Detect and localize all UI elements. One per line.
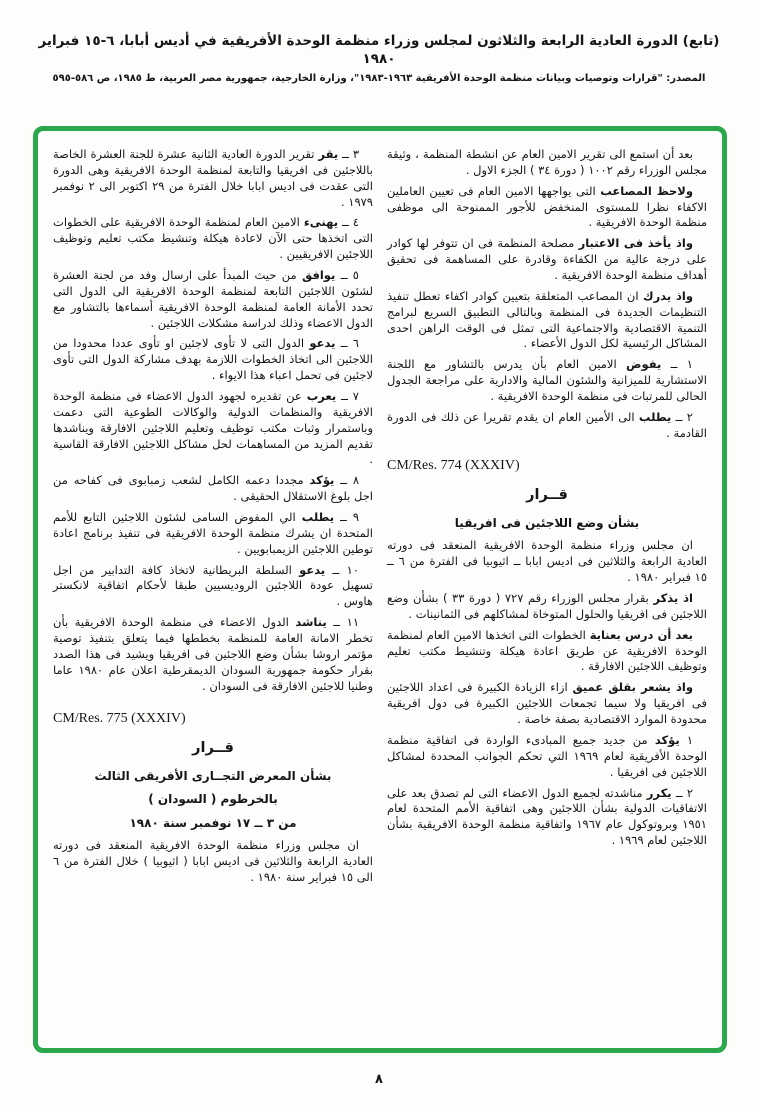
- paragraph: ٥ ــ يوافق من حيث المبدأ على ارسال وفد من لجنة العشرة لشئون اللاجئين التابعة لمنظمة الوحدة الافريقية الى الدول التى تحدد الأمانة العامة لمنظمة الوحدة الافريقية أسماءها بالتشاور مع الدول الاعضاء وذلك لدراسة مشكلات اللاجئين .: [53, 268, 373, 330]
- header-session-title: (تابع) الدورة العادية الرابعة والثلاثون لمجلس وزراء منظمة الوحدة الأفريقية في أديس أبابا، ٦-١٥ فبراير ١٩٨٠: [38, 33, 720, 68]
- bold-lead-phrase: يدعو: [299, 562, 326, 577]
- page-number: ٨: [375, 1072, 383, 1087]
- paragraph: ١١ ــ يناشد الدول الاعضاء فى منظمة الوحدة الافريقية بأن تخطر الامانة العامة للمنظمة بخططها فيما يتعلق بتنفيذ توصية مؤتمر اروشا بشأن وضع اللاجئين فى افريقيا ويشيد فى هذا الصدد بقرار حكومة جمهورية السودان الديمقرطية اعلان عام ١٩٨٠ عاما وطنيا للاجئين الافارقة فى السودان .: [53, 615, 373, 693]
- paragraph: واذ يدرك ان المصاعب المتعلقة بتعيين كوادر اكفاء تعطل تنفيذ التنظيمات الجديدة فى المنظمة وبالتالى التطبيق السريع لبرامج التنمية الاقتصادية والاجتماعية التى تمثل فى الوقت الراهن احدى المشاكل الرئيسية لكل الدول الأعضاء .: [387, 288, 707, 351]
- paragraph: ١ يؤكد من جديد جميع المبادىء الواردة فى اتفاقية منظمة الوحدة الأفريقية لعام ١٩٦٩ التي تحكم الجوانب المحددة لمشاكل اللاجئين فى افريقيا .: [387, 732, 708, 779]
- resolution-subtitle: بشأن وضع اللاجئين فى افريقيا: [454, 515, 640, 530]
- paragraph: اذ يذكر بقرار مجلس الوزراء رقم ٧٢٧ ( دورة ٣٣ ) بشأن وضع اللاجئين فى افريقيا والحلول المتوخاة لمشاكلهم فى الثمانينات .: [387, 591, 707, 621]
- paragraph: ٢ ــ يكرر مناشدته لجميع الدول الاعضاء التى لم تصدق بعد على الاتفاقيات الدولية بشأن اللاجئين وهى اتفاقية الأمم المتحدة لعام ١٩٥١ وبروتوكول عام ١٩٦٧ واتفاقية منظمة الوحدة الافريقية بشأن اللاجئين لعام ١٩٦٩ .: [387, 785, 707, 848]
- resolution-subtitle: بشأن المعرض التجــارى الأفريقى الثالث: [94, 768, 332, 783]
- bold-lead-phrase: ولاحظ المصاعب: [600, 183, 694, 198]
- resolution-title: قــرار: [526, 486, 568, 503]
- paragraph: بعد أن استمع الى تقرير الامين العام عن انشطة المنظمة ، وثيقة مجلس الوزراء رقم ١٠٠٢ ( دورة ٣٤ ) الجزء الاول .: [387, 147, 707, 177]
- paragraph: ٩ ــ يطلب الي المفوض السامى لشئون اللاجئين التابع للأمم المتحدة ان يشرك منظمة الوحدة الافريقية فى تنفيذ برنامج اعادة توطين اللاجئين الزيمبابويين .: [53, 510, 373, 556]
- paragraph: ٨ ــ يؤكد مجددا دعمه الكامل لشعب زمبابوى فى كفاحه من اجل بلوغ الاستقلال الحقيقى .: [53, 473, 373, 504]
- bold-lead-phrase: يؤكد: [654, 732, 680, 747]
- bold-lead-phrase: يعرب: [306, 389, 337, 404]
- paragraph: واذ يأخذ فى الاعتبار مصلحة المنظمة فى ان تتوفر لها كوادر على درجة عالية من الكفاءة وقادرة على المساهمة فى تحقيق أهداف منظمة الوحدة الافريقية .: [387, 236, 707, 283]
- bold-lead-phrase: يقر: [318, 147, 339, 161]
- bold-lead-phrase: يفوض: [626, 357, 662, 372]
- bold-lead-phrase: يطلب: [638, 409, 672, 424]
- bold-lead-phrase: يدعو: [309, 336, 336, 351]
- paragraph: ٣ ــ يقر تقرير الدورة العادية الثانية عشرة للجنة العشرة الخاصة باللاجئين فى افريقيا والتابعة لمنظمة الوحدة الافريقية وهى الدورة التى عقدت فى اديس ابابا خلال الفترة من ٢٩ اكتوبر الى ٢ نوفمبر ١٩٧٩ .: [53, 147, 373, 209]
- page-header: [0, 32, 758, 85]
- bold-lead-phrase: يؤكد: [309, 473, 335, 488]
- paragraph: ١ ــ يفوض الامين العام بأن يدرس بالتشاور مع اللجنة الاستشارية للميزانية والشئون المالية والادارية على مراجعة الجدول الحالى للمرتبات فى منظمة الوحدة الافريقية .: [387, 357, 707, 404]
- bold-lead-phrase: يناشد: [295, 615, 327, 630]
- paragraph: ان مجلس وزراء منظمة الوحدة الافريقية المنعقد فى دورته العادية الرابعة والثلاثين فى اديس ابابا ( اثيوبيا ) خلال الفترة من ٦ الى ١٥ فبراير سنة ١٩٨٠ .: [53, 838, 373, 885]
- resolution-subtitle: من ٣ ــ ١٧ نوفمبر سنة ١٩٨٠: [129, 815, 297, 830]
- paragraph: بعد أن درس بعناية الخطوات التى اتخذها الامين العام لمنظمة الوحدة الافريقية عن طريق اعادة هيكلة وتنشيط مكتب تعليم وتوظيف اللاجئين الافارقة .: [387, 627, 707, 674]
- paragraph: ٧ ــ يعرب عن تقديره لجهود الدول الاعضاء فى منظمة الوحدة الافريقية والمنظمات الدولية والوكالات الطوعية التى دعمت وباستمرار وثبات مكتب توظيف وتعليم اللاجئين الافارقة ويناشدها تقديم المزيد من المساهمات لحل مشاكل اللاجئين الافارقة القاسية .: [53, 389, 373, 467]
- bold-lead-phrase: اذ يذكر: [653, 591, 693, 606]
- paragraph: ولاحظ المصاعب التى يواجهها الامين العام فى تعيين العاملين الاكفاء نظرا للمستوى المنخفض للأجور الممنوحة الى موظفى منظمة الوحدة الافريقية .: [387, 183, 707, 230]
- paragraph: ٤ ــ يهنىء الامين العام لمنظمة الوحدة الافريقية على الخطوات التى اتخذها حتى الآن لاعادة هيكلة وتنشيط مكتب تعليم وتوظيف اللاجئين الافريقيين .: [53, 215, 373, 262]
- bold-lead-phrase: يكرر: [646, 785, 672, 800]
- content-frame: [33, 126, 727, 1053]
- column-left: [53, 147, 373, 1042]
- paragraph: ان مجلس وزراء منظمة الوحدة الافريقية المنعقد فى دورته العادية الرابعة والثلاثين فى اديس ابابا ــ اثيوبيا فى الفترة من ٦ ــ ١٥ فبراير ١٩٨٠ .: [387, 538, 707, 585]
- scanned-document-page: [0, 32, 758, 1110]
- resolution-ref: CM/Res. 774 (XXXIV): [387, 457, 520, 473]
- bold-lead-phrase: يوافق: [301, 268, 336, 283]
- paragraph: ٢ ــ يطلب الى الأمين العام ان يقدم تقريرا عن ذلك فى الدورة القادمة .: [387, 409, 707, 440]
- bold-lead-phrase: واذ يدرك: [643, 288, 693, 303]
- resolution-subtitle: بالخرطوم ( السودان ): [148, 792, 278, 807]
- resolution-title: قــرار: [192, 739, 234, 756]
- bold-lead-phrase: يهنىء: [303, 215, 339, 230]
- column-right: [387, 147, 707, 1042]
- bold-lead-phrase: بعد أن درس بعناية: [589, 627, 693, 642]
- paragraph: ٦ ــ يدعو الدول التى لا تأوى لاجئين او تأوى عددا محدودا من اللاجئين الى اتخاذ الخطوات اللازمة بهدف مشاركة الدول التى تأوى لاجئين فى تحمل اعباء هذا الايواء .: [53, 336, 373, 383]
- bold-lead-phrase: واذ يشعر بقلق عميق: [572, 680, 693, 695]
- paragraph: ١٠ ــ يدعو السلطة البريطانية لاتخاذ كافة التدابير من اجل تسهيل عودة اللاجئين الروديسيين طبقا لأحكام اتفاقية لانكستر هاوس .: [53, 562, 373, 609]
- bold-lead-phrase: يطلب: [301, 510, 335, 525]
- resolution-ref: CM/Res. 775 (XXXIV): [53, 710, 186, 726]
- header-source-line: المصدر: "قرارات وتوصيات وبيانات منظمة الوحدة الأفريقية ١٩٦٣-١٩٨٣"، وزارة الخارجية، جمهورية مصر العربية، ط ١٩٨٥، ص ٥٨٦-٥٩٥: [52, 73, 706, 85]
- paragraph: واذ يشعر بقلق عميق ازاء الزيادة الكبيرة فى اعداد اللاجئين فى افريقيا ولا سيما تجمعات اللاجئين الكبيرة فى دول افريقية محدودة الموارد الاقتصادية بصفة خاصة .: [387, 680, 707, 727]
- bold-lead-phrase: واذ يأخذ فى الاعتبار: [578, 236, 693, 251]
